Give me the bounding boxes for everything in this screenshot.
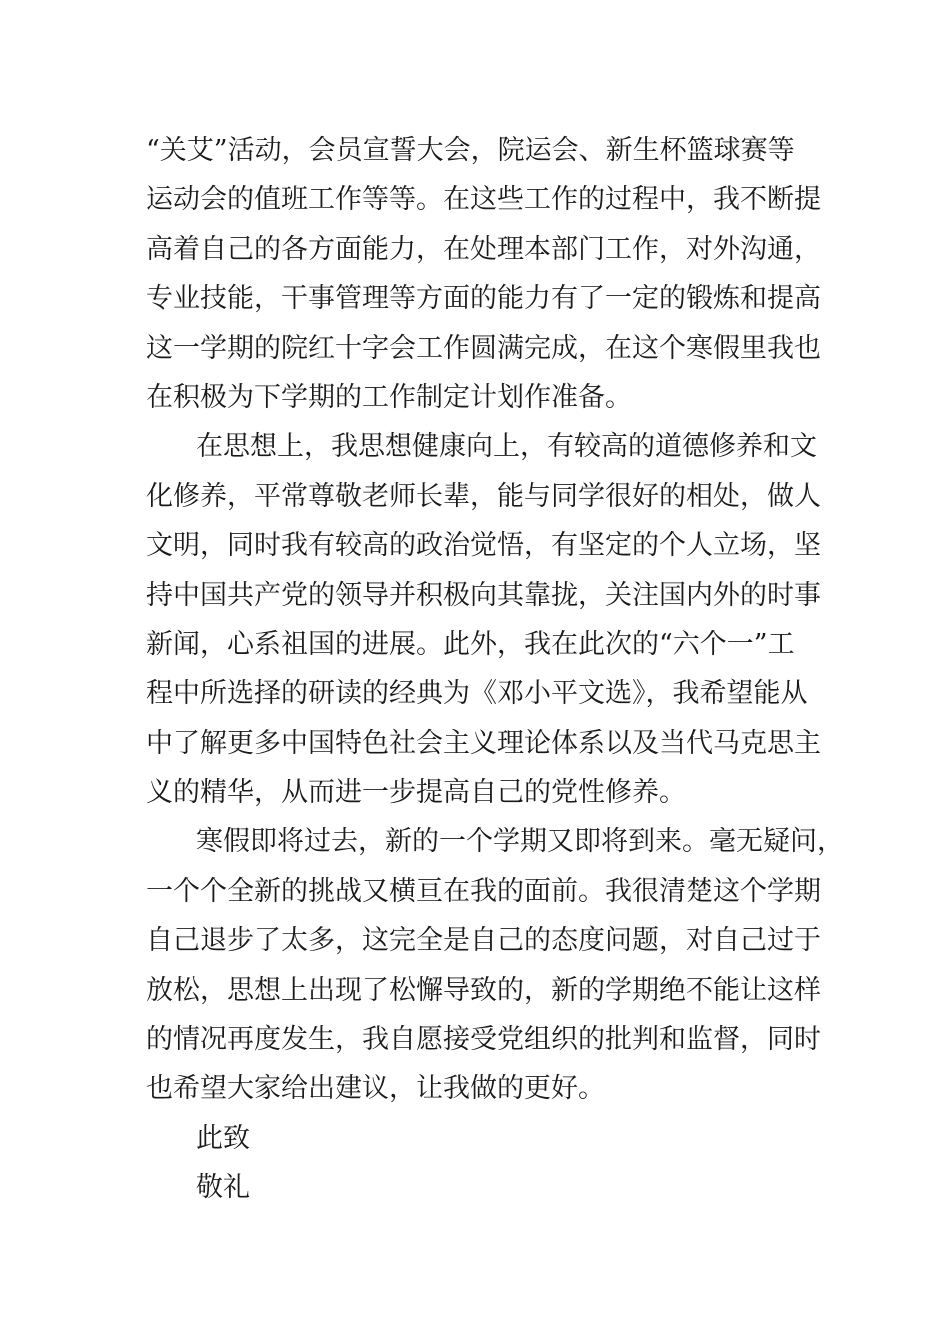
- text-line: 放松，思想上出现了松懈导致的，新的学期绝不能让这样: [146, 974, 821, 1006]
- text-line: 持中国共产党的领导并积极向其靠拢，关注国内外的时事: [146, 579, 821, 611]
- text-line: 在思想上，我思想健康向上，有较高的道德修养和文: [196, 431, 817, 463]
- text-line: 专业技能，干事管理等方面的能力有了一定的锻炼和提高: [146, 283, 821, 315]
- text-line: 高着自己的各方面能力，在处理本部门工作，对外沟通，: [146, 233, 821, 265]
- text-line: 自己退步了太多，这完全是自己的态度问题，对自己过于: [146, 925, 821, 957]
- text-line: 文明，同时我有较高的政治觉悟，有坚定的个人立场，坚: [146, 530, 821, 562]
- text-line: 义的精华，从而进一步提高自己的党性修养。: [146, 777, 686, 809]
- text-line: 新闻，心系祖国的进展。此外，我在此次的“六个一”工: [146, 628, 795, 660]
- text-line: 寒假即将过去，新的一个学期又即将到来。毫无疑问，: [196, 826, 844, 858]
- text-line: 化修养，平常尊敬老师长辈，能与同学很好的相处，做人: [146, 480, 821, 512]
- closing-regards: 敬礼: [196, 1172, 250, 1204]
- text-line: 中了解更多中国特色社会主义理论体系以及当代马克思主: [146, 727, 821, 759]
- paragraph-1: [146, 126, 821, 422]
- text-line: 运动会的值班工作等等。在这些工作的过程中，我不断提: [146, 184, 821, 216]
- paragraph-3: [146, 817, 844, 1113]
- text-line: 程中所选择的研读的经典为《邓小平文选》，我希望能从: [146, 678, 808, 710]
- text-line: 在积极为下学期的工作制定计划作准备。: [146, 381, 632, 413]
- text-line: 一个个全新的挑战又横亘在我的面前。我很清楚这个学期: [146, 875, 821, 907]
- document-body: [146, 126, 844, 1213]
- closing-salutation: 此致: [196, 1122, 250, 1154]
- text-line: 的情况再度发生，我自愿接受党组织的批判和监督，同时: [146, 1024, 821, 1056]
- text-line: 也希望大家给出建议，让我做的更好。: [146, 1073, 605, 1105]
- text-line: 这一学期的院红十字会工作圆满完成，在这个寒假里我也: [146, 332, 821, 364]
- paragraph-2: [146, 422, 821, 817]
- text-line: “关艾”活动，会员宣誓大会，院运会、新生杯篮球赛等: [146, 135, 795, 166]
